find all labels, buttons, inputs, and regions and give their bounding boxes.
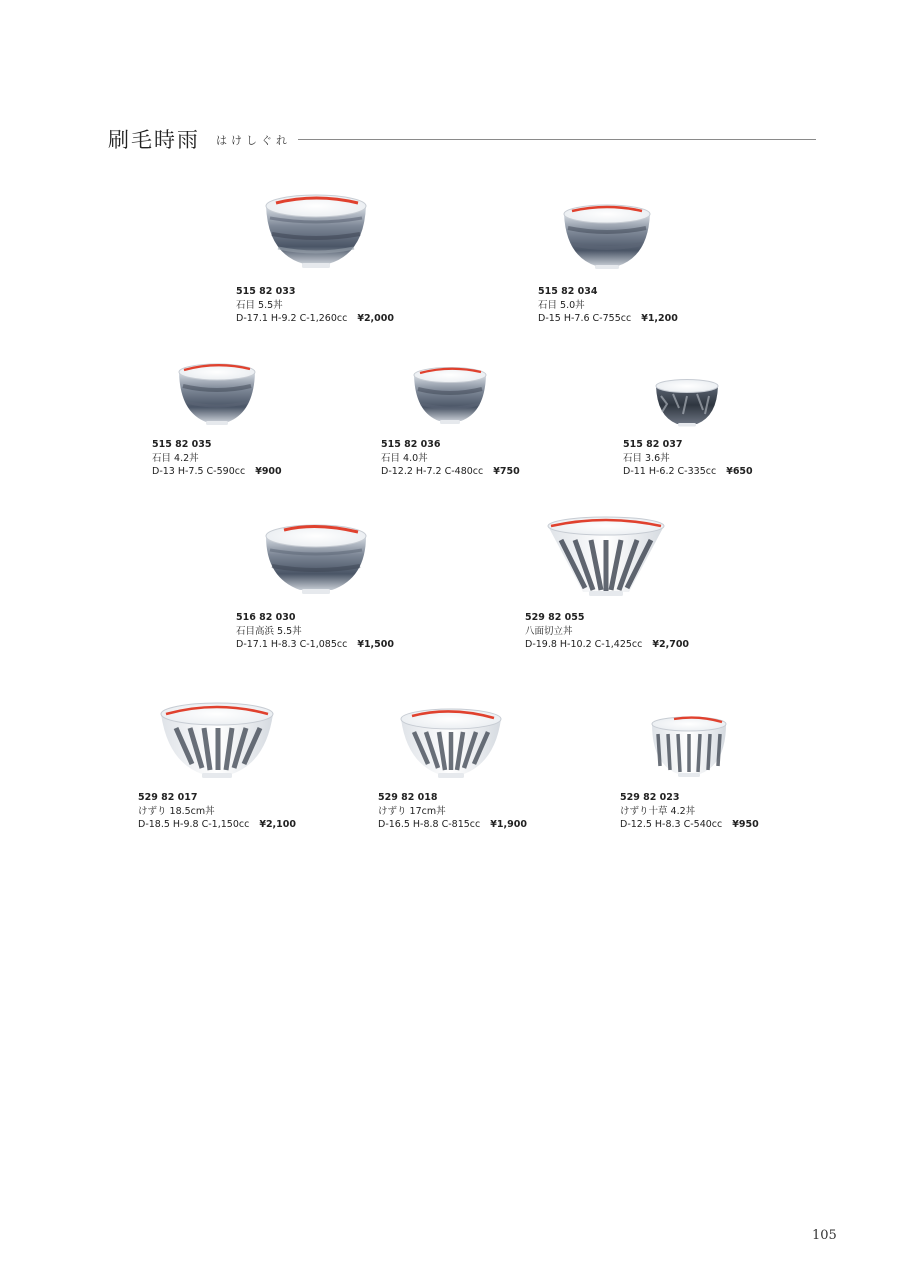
product-price: ¥2,700 <box>652 639 690 650</box>
bowl-photo <box>653 374 721 430</box>
product-code: 529 82 055 <box>525 612 585 623</box>
product-code: 515 82 036 <box>381 439 441 450</box>
bowl-photo <box>158 698 276 782</box>
product-code: 529 82 023 <box>620 792 680 803</box>
product-code: 529 82 018 <box>378 792 438 803</box>
section-header <box>108 122 816 156</box>
product-name: 石目 4.0丼 <box>381 452 428 464</box>
bowl-photo <box>176 358 258 430</box>
product-price: ¥1,500 <box>357 639 394 650</box>
section-subtitle: はけしぐれ <box>216 134 291 147</box>
bowl-photo <box>560 200 654 274</box>
product-price: ¥750 <box>493 466 520 477</box>
product-price: ¥650 <box>726 466 753 477</box>
bowl-photo <box>398 704 504 782</box>
header-rule <box>298 139 816 140</box>
product-name: けずり十草 4.2丼 <box>620 805 696 817</box>
product-name: 石目高浜 5.5丼 <box>236 625 302 637</box>
product-spec: D-13 H-7.5 C-590cc <box>152 466 246 477</box>
product-price: ¥950 <box>732 819 759 830</box>
product-price: ¥2,100 <box>259 819 296 830</box>
product-price: ¥900 <box>255 466 282 477</box>
product-name: けずり 18.5cm丼 <box>138 805 215 817</box>
product-spec: D-18.5 H-9.8 C-1,150cc <box>138 819 250 830</box>
product-spec: D-12.2 H-7.2 C-480cc <box>381 466 484 477</box>
product-price: ¥2,000 <box>357 313 394 324</box>
product-spec: D-17.1 H-8.3 C-1,085cc <box>236 639 348 650</box>
product-spec: D-17.1 H-9.2 C-1,260cc <box>236 313 348 324</box>
bowl-photo <box>262 190 370 272</box>
page-number: 105 <box>812 1228 837 1243</box>
bowl-photo <box>411 362 489 428</box>
bowl-photo <box>648 712 730 782</box>
product-spec: D-12.5 H-8.3 C-540cc <box>620 819 723 830</box>
product-name: 石目 3.6丼 <box>623 452 670 464</box>
product-name: 石目 5.5丼 <box>236 299 283 311</box>
product-spec: D-15 H-7.6 C-755cc <box>538 313 632 324</box>
product-spec: D-19.8 H-10.2 C-1,425cc <box>525 639 643 650</box>
bowl-photo <box>262 518 370 600</box>
product-code: 515 82 033 <box>236 286 296 297</box>
product-code: 515 82 037 <box>623 439 683 450</box>
section-title: 刷毛時雨 <box>108 128 200 152</box>
bowl-photo <box>545 514 667 598</box>
product-name: 石目 5.0丼 <box>538 299 585 311</box>
product-code: 529 82 017 <box>138 792 198 803</box>
product-code: 515 82 035 <box>152 439 212 450</box>
product-name: 石目 4.2丼 <box>152 452 199 464</box>
product-spec: D-11 H-6.2 C-335cc <box>623 466 717 477</box>
product-price: ¥1,200 <box>641 313 678 324</box>
product-name: 八面切立丼 <box>525 625 573 637</box>
product-code: 516 82 030 <box>236 612 296 623</box>
product-price: ¥1,900 <box>490 819 527 830</box>
product-spec: D-16.5 H-8.8 C-815cc <box>378 819 481 830</box>
product-code: 515 82 034 <box>538 286 598 297</box>
product-name: けずり 17cm丼 <box>378 805 446 817</box>
